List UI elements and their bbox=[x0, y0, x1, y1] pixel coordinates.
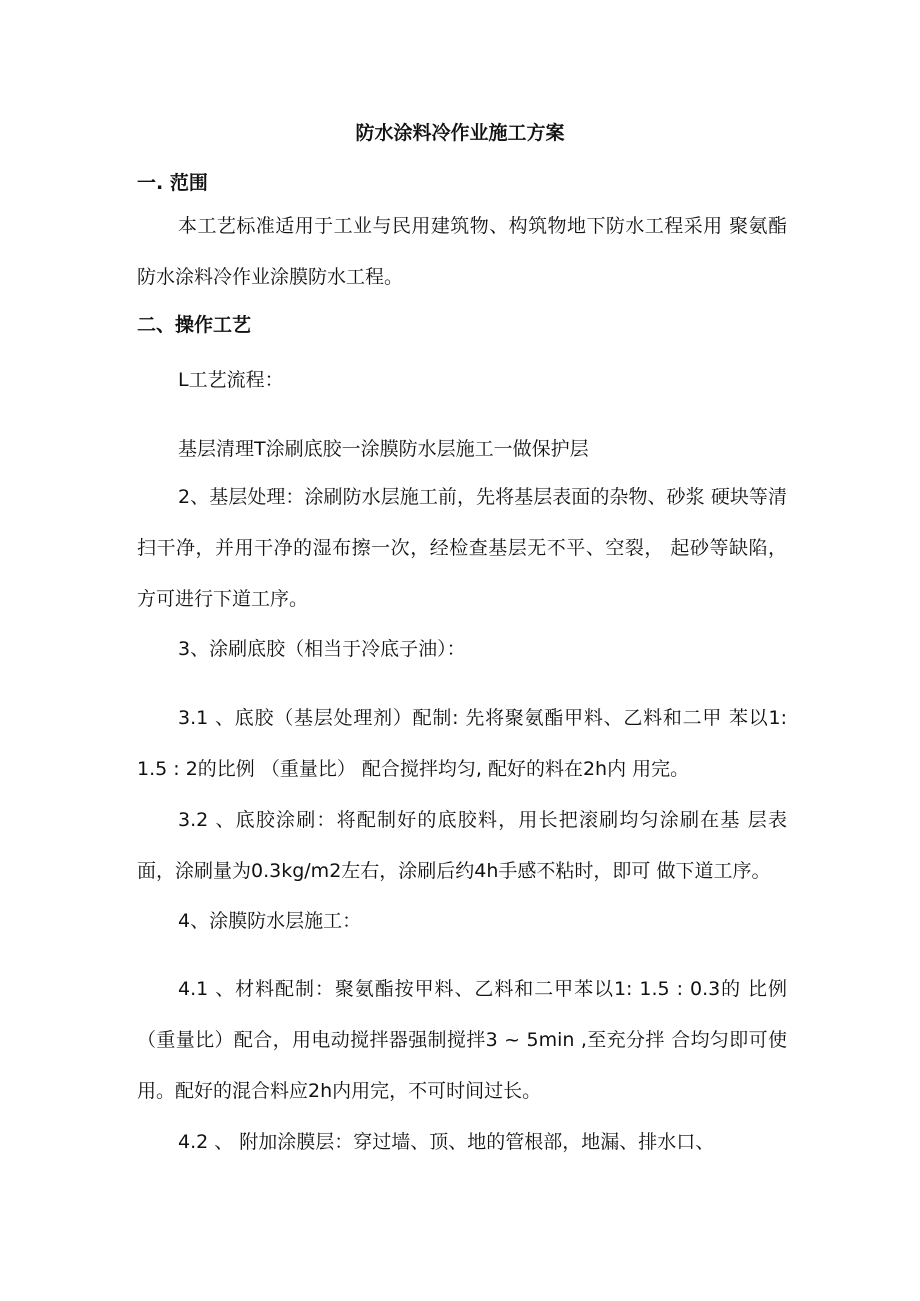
step-primer-brushing: 3.2 、底胶涂刷：将配制好的底胶料，用长把滚刷均匀涂刷在基 层表面，涂刷量为0.3kg∕m2左右，涂刷后约4h手感不粘时，即可 做下道工序。 bbox=[137, 809, 787, 882]
step-base-treatment: 2、基层处理：涂刷防水层施工前，先将基层表面的杂物、砂浆 硬块等清扫干净，并用干净的湿布擦一次，经检查基层无不平、空裂， 起砂等缺陷，方可进行下道工序。 bbox=[137, 486, 787, 610]
process-flow-description: 基层清理T涂刷底胶一涂膜防水层施工一做保护层 bbox=[178, 438, 589, 460]
step-additional-membrane: 4.2 、 附加涂膜层：穿过墙、顶、地的管根部，地漏、排水口、 bbox=[178, 1131, 715, 1153]
section-heading-scope: 一. 范围 bbox=[137, 172, 208, 194]
scope-paragraph: 本工艺标准适用于工业与民用建筑物、构筑物地下防水工程采用 聚氨酯防水涂料冷作业涂膜防水工程。 bbox=[137, 215, 787, 288]
step-primer-mixing: 3.1 、底胶（基层处理剂）配制: 先将聚氨酯甲料、乙料和二甲 苯以1: 1.5 : 2的比例 （重量比） 配合搅拌均匀, 配好的料在2h内 用完。 bbox=[137, 707, 787, 780]
step-process-flow: L工艺流程： bbox=[178, 369, 284, 391]
step-material-mixing: 4.1 、材料配制：聚氨酯按甲料、乙料和二甲苯以1: 1.5 : 0.3的 比例（重量比）配合，用电动搅拌器强制搅拌3 ~ 5min ,至充分拌 合均匀即可使用。配好的混合料应2h内用完，不可时间过长。 bbox=[137, 978, 787, 1102]
step-membrane-construction: 4、涂膜防水层施工： bbox=[178, 910, 362, 932]
section-heading-operation: 二、操作工艺 bbox=[137, 314, 252, 336]
document-title: 防水涂料冷作业施工方案 bbox=[355, 122, 565, 144]
step-primer-coating: 3、涂刷底胶（相当于冷底子油）： bbox=[178, 638, 466, 660]
